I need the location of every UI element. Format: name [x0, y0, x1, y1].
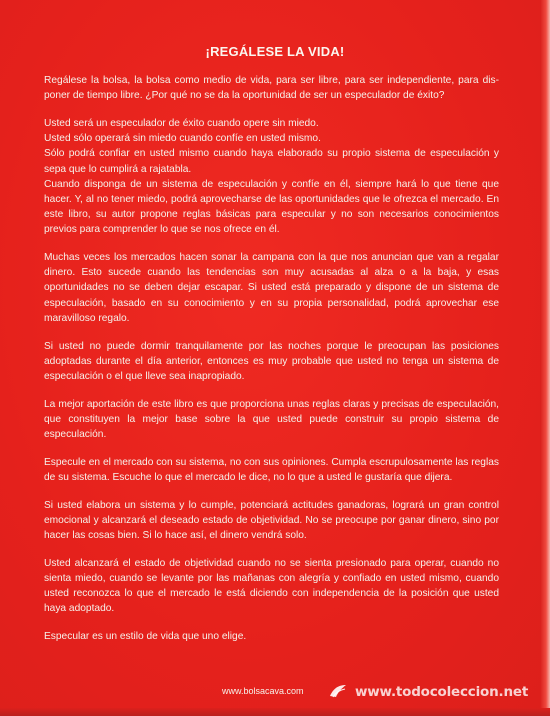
text-line: Especule en el mercado con su sistema, no con sus opiniones. Cumpla escrupulosamente las reglas de su sistema. Escuche lo que el mercado le dice, no lo que a usted le gustaría que dijera.	[44, 456, 499, 483]
text-line: Usted será un especulador de éxito cuando opere sin miedo.	[44, 117, 319, 129]
blurb-text	[44, 73, 499, 657]
text-line: Regálese la bolsa, la bolsa como medio de vida, para ser libre, para ser independiente, para dis-poner de tiempo libre. ¿Por qué no se da la oportunidad de ser un especulador de éxito?	[44, 75, 499, 102]
bolsacava-logo-icon	[328, 683, 348, 699]
page-title: ¡REGÁLESE LA VIDA!	[205, 44, 345, 59]
cover-right-edge	[540, 0, 550, 716]
paragraph	[44, 455, 499, 485]
text-line: Cuando disponga de un sistema de especulación y confíe en él, siempre hará lo que tiene que hacer. Y, al no tener miedo, podrá aprovecharse de las oportunidades que le ofrezca el mercado. En este libro, su autor propone reglas básicas para especular y no son necesarios conocimientos previos para comprender lo que se nos ofrece en él.	[44, 178, 499, 236]
text-line: Muchas veces los mercados hacen sonar la campana con la que nos anuncian que van a regalar dinero. Esto sucede cuando las tendencias son muy acusadas al alza o a la baja, y esas oportunidades no se deben dejar escapar. Si usted está preparado y dispone de un sistema de especulación, basado en su conocimiento y en su propia personalidad, podrá aprovechar ese maravilloso regalo.	[44, 252, 499, 324]
text-line: Usted sólo operará sin miedo cuando confíe en usted mismo.	[44, 133, 321, 145]
paragraph	[44, 556, 499, 617]
text-line: Si usted elabora un sistema y lo cumple, potenciará actitudes ganadoras, logrará un gran control emocional y alcanzará el deseado estado de objetividad. No se preocupe por ganar dinero, sino por hacer las cosas bien. Si lo hace así, el dinero vendrá solo.	[44, 499, 499, 542]
paragraph	[44, 397, 499, 443]
watermark: www.todocoleccion.net	[355, 684, 529, 700]
text-line: La mejor aportación de este libro es que proporciona unas reglas claras y precisas de especulación, que constituyen la mejor base sobre la que usted puede construir su propio sistema de especulación.	[44, 398, 499, 441]
text-line: Sólo podrá confiar en usted mismo cuando haya elaborado su propio sistema de especulación y sepa que lo cumplirá a rajatabla.	[44, 148, 499, 175]
publisher-url: www.bolsacava.com	[222, 686, 304, 696]
paragraph	[44, 73, 499, 103]
text-line: Si usted no puede dormir tranquilamente por las noches porque le preocupan las posiciones adoptadas durante el día anterior, entonces es muy probable que usted no tenga un sistema de especulación o el que lleve sea inapropiado.	[44, 340, 499, 382]
cover-bottom-edge	[0, 708, 550, 716]
text-line: Especular es un estilo de vida que uno elige.	[44, 631, 247, 643]
paragraph	[44, 629, 499, 644]
paragraph	[44, 116, 499, 238]
text-line: Usted alcanzará el estado de objetividad cuando no se sienta presionado para operar, cuando no sienta miedo, cuando se levante por las mañanas con alegría y confiado en usted mismo, cuando usted reconozca lo que el mercado le está diciendo con independencia de la posición que usted haya adoptado.	[44, 557, 499, 615]
paragraph	[44, 339, 499, 385]
paragraph	[44, 250, 499, 326]
paragraph	[44, 498, 499, 544]
